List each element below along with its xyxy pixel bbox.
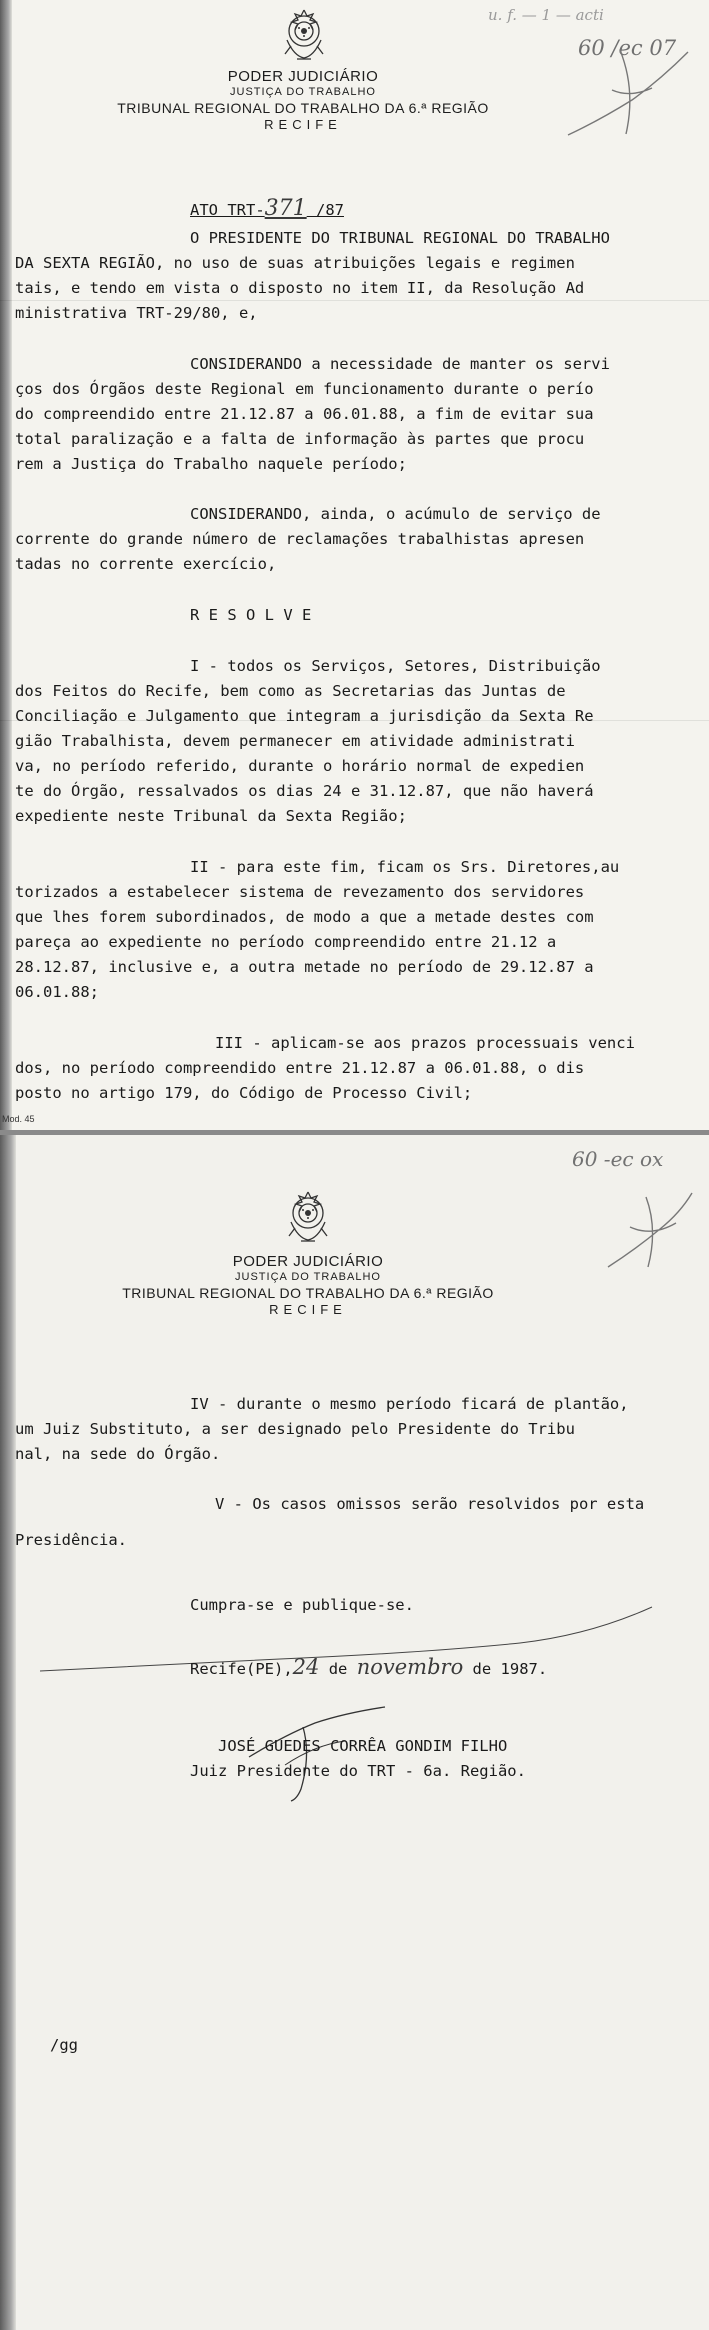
initials-scribble-icon: [560, 40, 700, 150]
signer-name: JOSÉ GUEDES CORRÊA GONDIM FILHO: [218, 1737, 508, 1755]
text-line: total paralização e a falta de informação às partes que procu: [15, 430, 585, 448]
text-line: O PRESIDENTE DO TRIBUNAL REGIONAL DO TRABALHO: [190, 229, 610, 247]
text-line: que lhes forem subordinados, de modo a que a metade destes com: [15, 908, 594, 926]
header-justice: JUSTIÇA DO TRABALHO: [230, 86, 376, 98]
header-court: PODER JUDICIÁRIO: [227, 68, 379, 85]
text-line: nal, na sede do Órgão.: [15, 1445, 221, 1463]
text-line: ços dos Órgãos deste Regional em funcionamento durante o perío: [15, 380, 594, 398]
text-line: 06.01.88;: [15, 983, 99, 1001]
date-line: Recife(PE),24 de novembro de 1987.: [190, 1655, 548, 1679]
initials-scribble-icon: [600, 1183, 700, 1283]
coat-of-arms-icon: [281, 1188, 335, 1244]
text-line: tadas no corrente exercício,: [15, 555, 277, 573]
header-court: PODER JUDICIÁRIO: [232, 1253, 384, 1270]
text-line: dos, no período compreendido entre 21.12.87 a 06.01.88, o dis: [15, 1059, 585, 1077]
text-line: gião Trabalhista, devem permanecer em atividade administrati: [15, 732, 575, 750]
text-line: te do Órgão, ressalvados os dias 24 e 31.12.87, que não haverá: [15, 782, 594, 800]
text-line: pareça ao expediente no período compreendido entre 21.12 a: [15, 933, 557, 951]
signer-title: Juiz Presidente do TRT - 6a. Região.: [190, 1762, 526, 1780]
text-line: Cumpra-se e publique-se.: [190, 1596, 414, 1614]
text-line: rem a Justiça do Trabalho naquele período;: [15, 455, 407, 473]
text-line: I - todos os Serviços, Setores, Distribuição: [190, 657, 601, 675]
text-line: va, no período referido, durante o horário normal de expedien: [15, 757, 585, 775]
handwritten-annotation: u. f. — 1 — acti: [488, 6, 604, 24]
fold-line: [0, 300, 709, 301]
text-line: Presidência.: [15, 1531, 127, 1549]
text-line: corrente do grande número de reclamações trabalhistas apresen: [15, 530, 585, 548]
text-line: posto no artigo 179, do Código de Processo Civil;: [15, 1084, 473, 1102]
text-line: torizados a estabelecer sistema de revezamento dos servidores: [15, 883, 585, 901]
text-line: CONSIDERANDO a necessidade de manter os servi: [190, 355, 610, 373]
handwritten-reference: 60 -ec ox: [572, 1147, 664, 1171]
date-month-handwritten: novembro: [356, 1655, 464, 1679]
typist-initials: /gg: [50, 2036, 78, 2054]
text-line: expediente neste Tribunal da Sexta Região;: [15, 807, 407, 825]
text-line: 28.12.87, inclusive e, a outra metade no período de 29.12.87 a: [15, 958, 594, 976]
text-line: dos Feitos do Recife, bem como as Secretarias das Juntas de: [15, 682, 566, 700]
header-justice: JUSTIÇA DO TRABALHO: [235, 1271, 381, 1283]
date-day-handwritten: 24: [292, 1655, 320, 1679]
text-line: do compreendido entre 21.12.87 a 06.01.88, a fim de evitar sua: [15, 405, 594, 423]
text-line: IV - durante o mesmo período ficará de plantão,: [190, 1395, 629, 1413]
text-line: tais, e tendo em vista o disposto no item II, da Resolução Ad: [15, 279, 585, 297]
coat-of-arms-icon: [277, 6, 331, 62]
handwritten-reference: 60 /ec 07: [578, 36, 677, 60]
ato-title: ATO TRT-371 /87: [190, 196, 344, 221]
text-line: III - aplicam-se aos prazos processuais venci: [215, 1034, 635, 1052]
text-line: CONSIDERANDO, ainda, o acúmulo de serviço de: [190, 505, 601, 523]
text-line: um Juiz Substituto, a ser designado pelo Presidente do Tribu: [15, 1420, 575, 1438]
text-line: DA SEXTA REGIÃO, no uso de suas atribuições legais e regimen: [15, 254, 575, 272]
document-page-2: [0, 1135, 709, 2330]
header-tribunal: TRIBUNAL REGIONAL DO TRABALHO DA 6.ª REGIÃO: [122, 1285, 494, 1301]
form-model-label: Mod. 45: [2, 1114, 35, 1124]
text-line: V - Os casos omissos serão resolvidos por esta: [215, 1495, 645, 1513]
header-city: RECIFE: [269, 1302, 347, 1317]
text-line: ministrativa TRT-29/80, e,: [15, 304, 258, 322]
binder-shadow: [0, 0, 12, 1130]
resolve-heading: R E S O L V E: [190, 606, 312, 624]
ato-number-handwritten: 371: [264, 196, 307, 221]
document-page-1: [0, 0, 709, 1130]
header-tribunal: TRIBUNAL REGIONAL DO TRABALHO DA 6.ª REGIÃO: [117, 100, 489, 116]
handwritten-signature-icon: [245, 1705, 405, 1805]
text-line: II - para este fim, ficam os Srs. Diretores,au: [190, 858, 620, 876]
text-line: Conciliação e Julgamento que integram a jurisdição da Sexta Re: [15, 707, 594, 725]
header-city: RECIFE: [264, 117, 342, 132]
